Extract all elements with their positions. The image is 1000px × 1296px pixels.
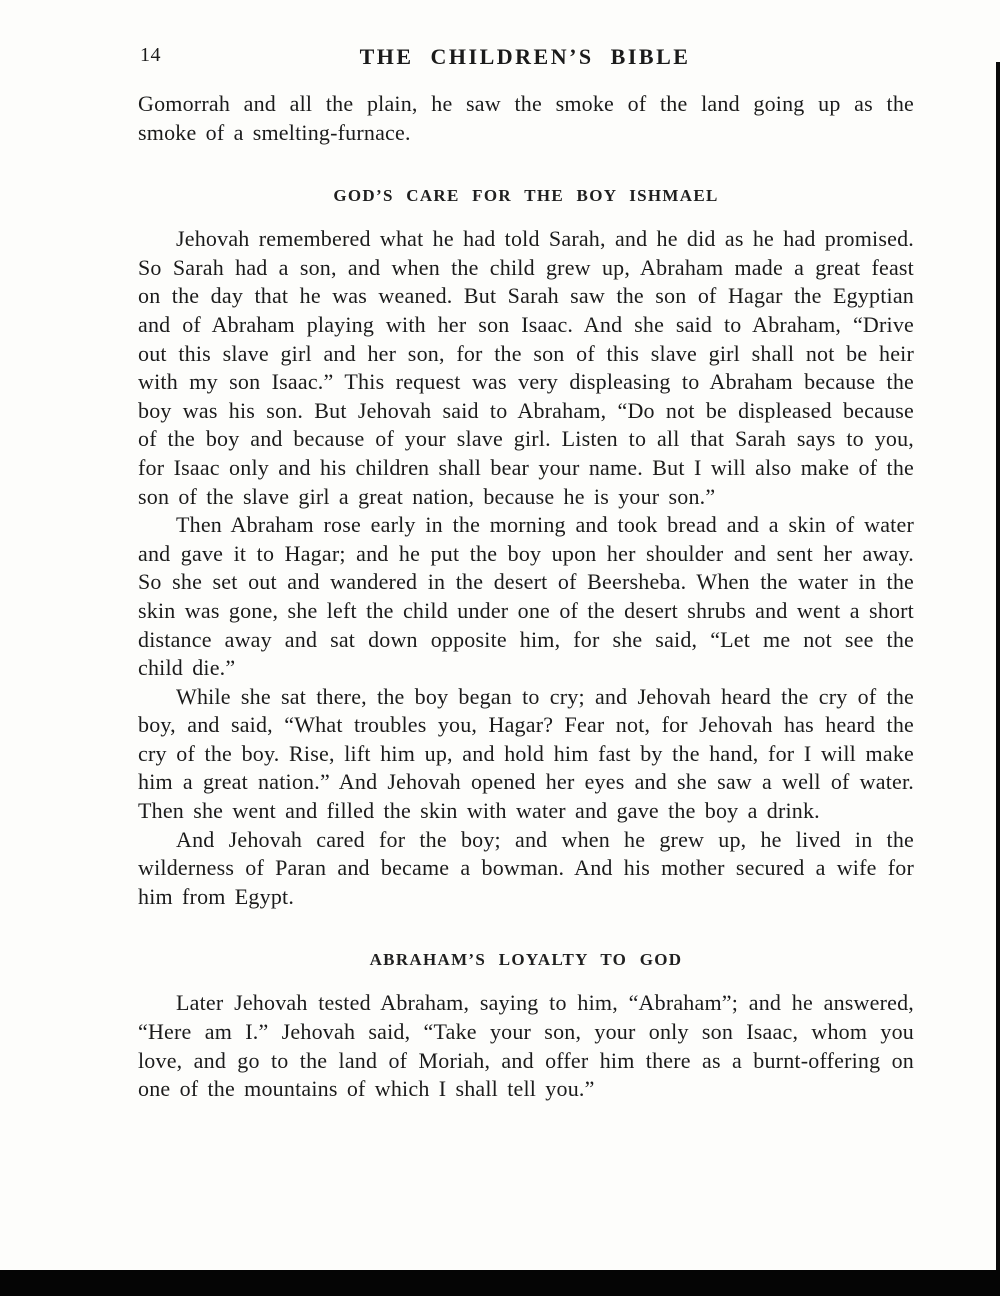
paragraph: While she sat there, the boy began to cry; and Jehovah heard the cry of the boy, and said, “What troubles you, Hagar? Fear not, for Jehovah has heard the cry of the boy. Rise, lift him up, and hold him fast by the hand, for I will make him a great nation.” And Jehovah opened her eyes and she saw a well of water. Then she went and filled the skin with water and gave the boy a drink. (138, 683, 914, 824)
section-heading-abraham: ABRAHAM’S LOYALTY TO GOD (369, 950, 683, 970)
paragraph: Then Abraham rose early in the morning and took bread and a skin of water and gave it to Hagar; and he put the boy upon her shoulder and sent her away. So she set out and wandered in the desert of Beersheba. When the water in the skin was gone, she left the child under one of the desert shrubs and went a short distance away and sat down opposite him, for she said, “Let me not see the child die.” (138, 512, 914, 681)
scan-edge-bottom (0, 1270, 1000, 1296)
section-heading-ishmael: GOD’S CARE FOR THE BOY ISHMAEL (333, 186, 719, 206)
paragraph: Jehovah remembered what he had told Sarah, and he did as he had promised. So Sarah had a son, and when the child grew up, Abraham made a great feast on the day that he was weaned. But Sarah saw the son of Hagar the Egyptian and of Abraham playing with her son Isaac. And she said to Abraham, “Drive out this slave girl and her son, for the son of this slave girl shall not be heir with my son Isaac.” This request was very displeasing to Abraham because the boy was his son. But Jehovah said to Abraham, “Do not be displeased because of the boy and because of your slave girl. Listen to all that Sarah says to you, for Isaac only and his children shall bear your name. But I will also make of the son of the slave girl a great nation, because he is your son.” (138, 226, 914, 509)
page-header (0, 0, 1000, 78)
scan-edge-right (996, 62, 1000, 1274)
text-block (138, 90, 914, 1104)
paragraph: And Jehovah cared for the boy; and when he grew up, he lived in the wilderness of Paran and became a bowman. And his mother secured a wife for him from Egypt. (138, 826, 914, 909)
paragraph-continuation: Gomorrah and all the plain, he saw the smoke of the land going up as the smoke of a smelting-furnace. (138, 91, 914, 145)
running-title: THE CHILDREN’S BIBLE (359, 44, 691, 69)
page-number: 14 (140, 44, 161, 66)
paragraph: Later Jehovah tested Abraham, saying to him, “Abraham”; and he answered, “Here am I.” Jehovah said, “Take your son, your only son Isaac, whom you love, and go to the land of Moriah, and offer him there as a burnt-offering on one of the mountains of which I shall tell you.” (138, 990, 914, 1102)
